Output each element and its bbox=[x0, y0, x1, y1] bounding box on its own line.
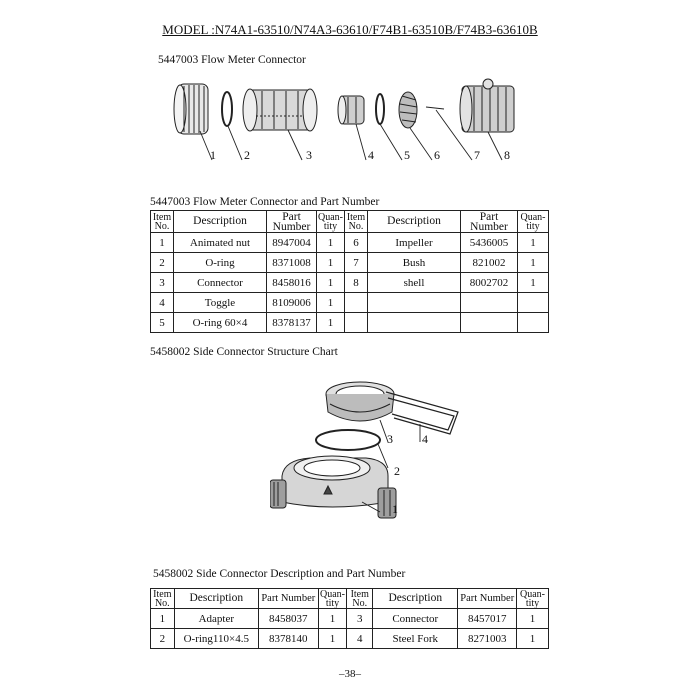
quantity: 1 bbox=[518, 273, 549, 293]
header-item-no: Item No. bbox=[151, 589, 175, 609]
item-no: 5 bbox=[151, 313, 174, 333]
description: O-ring 60×4 bbox=[174, 313, 267, 333]
callout-5: 5 bbox=[404, 148, 410, 162]
page-number: –38– bbox=[339, 668, 361, 680]
description: Impeller bbox=[368, 233, 461, 253]
section-title-flow-meter-connector: 5447003 Flow Meter Connector bbox=[158, 54, 306, 66]
part-number: 5436005 bbox=[461, 233, 518, 253]
callout-3: 3 bbox=[306, 148, 312, 162]
description bbox=[368, 313, 461, 333]
item-no: 2 bbox=[151, 629, 175, 649]
callout-2: 2 bbox=[394, 464, 400, 478]
item-no: 1 bbox=[151, 233, 174, 253]
animated-nut-drawing bbox=[174, 84, 208, 134]
bush-drawing bbox=[426, 107, 444, 109]
part-number: 8378140 bbox=[258, 629, 318, 649]
side-connector-structure-diagram bbox=[270, 372, 470, 532]
item-no: 4 bbox=[151, 293, 174, 313]
part-number: 8457017 bbox=[458, 609, 517, 629]
part-number: 8947004 bbox=[267, 233, 317, 253]
quantity: 1 bbox=[317, 273, 345, 293]
side-connector-parts-table bbox=[150, 588, 549, 649]
header-item-no: Item No. bbox=[345, 211, 368, 233]
description: Adapter bbox=[174, 609, 258, 629]
section-title-side-connector: 5458002 Side Connector Structure Chart bbox=[150, 346, 338, 358]
part-number: 8378137 bbox=[267, 313, 317, 333]
quantity: 1 bbox=[317, 253, 345, 273]
part-number bbox=[461, 313, 518, 333]
diagram1-callouts bbox=[210, 148, 540, 164]
header-quantity: Quan- tity bbox=[320, 588, 345, 609]
description: Bush bbox=[368, 253, 461, 273]
description: Toggle bbox=[174, 293, 267, 313]
table-row bbox=[151, 253, 549, 273]
part-number: 8109006 bbox=[267, 293, 317, 313]
description: Connector bbox=[373, 609, 458, 629]
quantity: 1 bbox=[517, 629, 549, 649]
header-part-number: Part Number bbox=[458, 589, 517, 609]
impeller-drawing bbox=[399, 92, 417, 128]
part-number: 8458016 bbox=[267, 273, 317, 293]
flow-meter-parts-table bbox=[150, 210, 549, 333]
header-part-number: Part Number bbox=[461, 211, 518, 233]
quantity: 1 bbox=[317, 293, 345, 313]
header-part-number: Part Number bbox=[267, 211, 317, 233]
shell-drawing bbox=[460, 79, 514, 132]
header-description: Description bbox=[368, 211, 461, 233]
table1-title: 5447003 Flow Meter Connector and Part Number bbox=[150, 196, 380, 208]
table-row bbox=[151, 233, 549, 253]
table-row bbox=[151, 629, 549, 649]
item-no: 8 bbox=[345, 273, 368, 293]
item-no bbox=[345, 313, 368, 333]
o-ring-60x4-drawing bbox=[376, 94, 384, 124]
table-row bbox=[151, 609, 549, 629]
callout-1: 1 bbox=[392, 502, 398, 516]
connector-drawing bbox=[326, 382, 394, 421]
item-no: 1 bbox=[151, 609, 175, 629]
callout-2: 2 bbox=[244, 148, 250, 162]
table2-title: 5458002 Side Connector Description and Part Number bbox=[153, 568, 406, 580]
quantity: 1 bbox=[518, 233, 549, 253]
quantity: 1 bbox=[317, 313, 345, 333]
table-row bbox=[151, 273, 549, 293]
description: O-ring bbox=[174, 253, 267, 273]
description: shell bbox=[368, 273, 461, 293]
item-no: 4 bbox=[347, 629, 373, 649]
o-ring-110x4.5-drawing bbox=[316, 430, 380, 450]
part-number: 8458037 bbox=[258, 609, 318, 629]
description: Animated nut bbox=[174, 233, 267, 253]
quantity: 1 bbox=[518, 253, 549, 273]
item-no bbox=[345, 293, 368, 313]
quantity: 1 bbox=[517, 609, 549, 629]
header-item-no: Item No. bbox=[347, 589, 373, 609]
part-number: 8371008 bbox=[267, 253, 317, 273]
callout-8: 8 bbox=[504, 148, 510, 162]
part-number: 8271003 bbox=[458, 629, 517, 649]
callout-6: 6 bbox=[434, 148, 440, 162]
part-number: 8002702 bbox=[461, 273, 518, 293]
adapter-drawing bbox=[270, 456, 396, 518]
item-no: 7 bbox=[345, 253, 368, 273]
callout-1: 1 bbox=[210, 148, 216, 162]
table-row bbox=[151, 293, 549, 313]
part-number bbox=[461, 293, 518, 313]
table-row bbox=[151, 313, 549, 333]
item-no: 3 bbox=[347, 609, 373, 629]
callout-4: 4 bbox=[368, 148, 374, 162]
description bbox=[368, 293, 461, 313]
callout-7: 7 bbox=[474, 148, 480, 162]
steel-fork-drawing bbox=[386, 392, 458, 434]
header-quantity: Quan- tity bbox=[517, 589, 549, 609]
header-description: Description bbox=[174, 211, 267, 233]
header-quantity: Quan- tity bbox=[518, 211, 549, 233]
part-number: 821002 bbox=[461, 253, 518, 273]
quantity: 1 bbox=[318, 629, 347, 649]
toggle-drawing bbox=[338, 96, 364, 124]
header-item-no: Item No. bbox=[151, 211, 174, 233]
description: Connector bbox=[174, 273, 267, 293]
callout-3: 3 bbox=[387, 432, 393, 446]
o-ring-drawing bbox=[222, 92, 232, 126]
header-description: Description bbox=[373, 589, 458, 609]
item-no: 2 bbox=[151, 253, 174, 273]
quantity bbox=[518, 313, 549, 333]
model-title: MODEL :N74A1-63510/N74A3-63610/F74B1-63510B/F74B3-63610B bbox=[162, 22, 538, 37]
quantity bbox=[518, 293, 549, 313]
item-no: 3 bbox=[151, 273, 174, 293]
item-no: 6 bbox=[345, 233, 368, 253]
quantity: 1 bbox=[317, 233, 345, 253]
quantity: 1 bbox=[318, 609, 347, 629]
connector-drawing bbox=[243, 89, 317, 131]
header-quantity: Quan- tity bbox=[318, 211, 343, 232]
callout-4: 4 bbox=[422, 432, 428, 446]
description: Steel Fork bbox=[373, 629, 458, 649]
description: O-ring110×4.5 bbox=[174, 629, 258, 649]
header-description: Description bbox=[174, 589, 258, 609]
header-part-number: Part Number bbox=[258, 589, 318, 609]
